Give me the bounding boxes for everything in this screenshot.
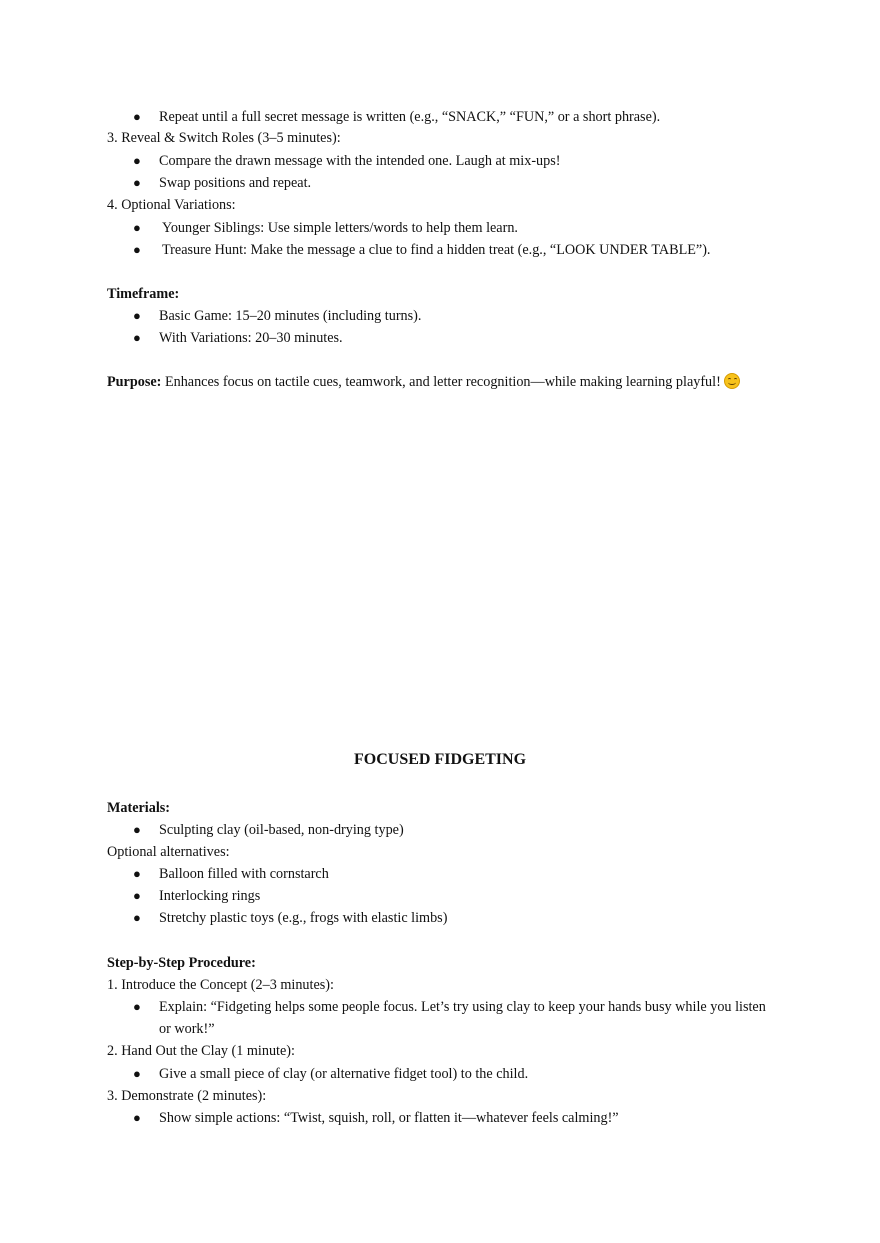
list-item-text: Show simple actions: “Twist, squish, roll, or flatten it—whatever feels calming!” [159,1110,619,1126]
step3-heading: 3. Demonstrate (2 minutes): [107,1088,267,1104]
list-item [133,106,773,128]
bullet-icon: ● [133,1110,141,1125]
procedure-heading [107,954,256,972]
bullet-icon: ● [133,888,141,903]
list-item [133,1107,773,1129]
list-item [133,1063,773,1085]
list-item-text: Repeat until a full secret message is written (e.g., “SNACK,” “FUN,” or a short phrase). [159,109,661,125]
list-item [133,172,773,194]
bullet-icon: ● [133,330,141,345]
list-item [133,217,773,239]
list-item [133,819,773,841]
list-item [133,150,773,172]
bullet-icon: ● [133,866,141,881]
list-item-text: Stretchy plastic toys (e.g., frogs with elastic limbs) [159,910,448,926]
list-item [133,305,773,327]
optional-heading: Optional alternatives: [107,844,230,860]
list-item-text: Treasure Hunt: Make the message a clue to find a hidden treat (e.g., “LOOK UNDER TABLE”). [162,242,711,258]
list-item-text: Interlocking rings [159,888,261,904]
list-item [133,996,773,1040]
smiling-face-emoji-icon [724,373,740,389]
list-item-text: With Variations: 20–30 minutes. [159,330,343,346]
purpose-paragraph [107,373,740,391]
bullet-icon: ● [133,220,141,235]
purpose-label: Purpose: [107,374,162,390]
list-item-text: Swap positions and repeat. [159,175,312,191]
bullet-icon: ● [133,999,141,1014]
section-title: FOCUSED FIDGETING [353,751,527,768]
list-item [133,239,773,261]
list-item-text: Younger Siblings: Use simple letters/words to help them learn. [162,220,518,236]
timeframe-label: Timeframe: [107,286,180,302]
procedure-label: Step-by-Step Procedure: [107,955,256,971]
list-item-text: Balloon filled with cornstarch [159,866,329,882]
bullet-icon: ● [133,308,141,323]
bullet-icon: ● [133,910,141,925]
list-item-text: Explain: “Fidgeting helps some people focus. Let’s try using clay to keep your hands busy while you listen or work!” [159,999,766,1037]
bullet-icon: ● [133,153,141,168]
step2-heading: 2. Hand Out the Clay (1 minute): [107,1043,295,1059]
timeframe-heading [107,285,179,303]
materials-heading [107,799,170,817]
list-item [133,327,773,349]
list-item-text: Sculpting clay (oil-based, non-drying type) [159,822,404,838]
bullet-icon: ● [133,1066,141,1081]
list-item [133,863,773,885]
list-item-text: Compare the drawn message with the intended one. Laugh at mix-ups! [159,153,561,169]
list-item [133,907,773,929]
materials-label: Materials: [107,800,171,816]
bullet-icon: ● [133,242,141,257]
purpose-text: Enhances focus on tactile cues, teamwork, and letter recognition—while making learning playful! [161,374,721,390]
step3-heading: 3. Reveal & Switch Roles (3–5 minutes): [107,130,341,146]
list-item-text: Give a small piece of clay (or alternative fidget tool) to the child. [159,1066,529,1082]
list-item-text: Basic Game: 15–20 minutes (including turns). [159,308,422,324]
bullet-icon: ● [133,109,141,124]
bullet-icon: ● [133,822,141,837]
step1-heading: 1. Introduce the Concept (2–3 minutes): [107,977,334,993]
bullet-icon: ● [133,175,141,190]
step4-heading: 4. Optional Variations: [107,197,236,213]
list-item [133,885,773,907]
